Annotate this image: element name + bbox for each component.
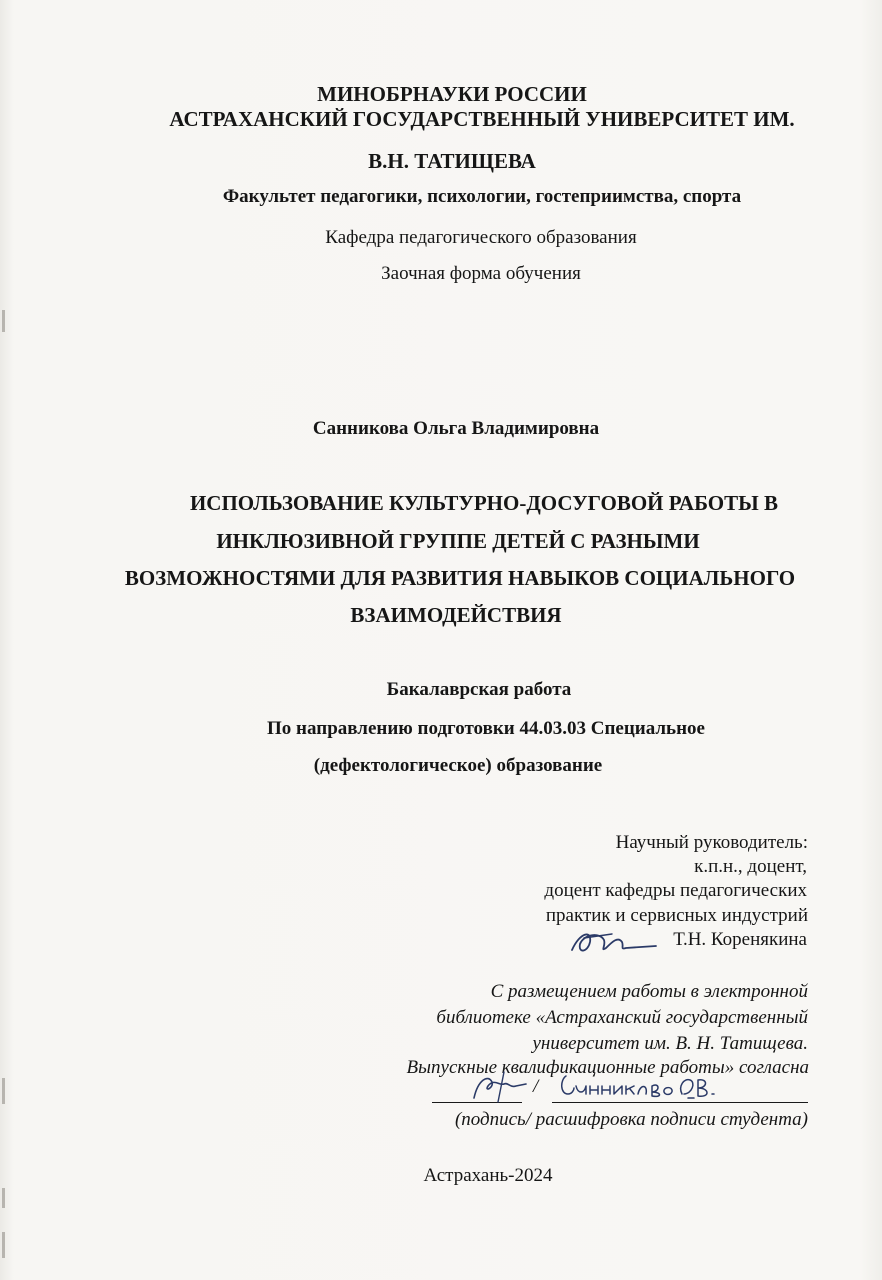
city-year: Астрахань-2024: [423, 1165, 553, 1186]
supervisor-position-line1: доцент кафедры педагогических: [544, 880, 807, 901]
scan-edge-mark: [2, 1078, 5, 1104]
supervisor-position-line2: практик и сервисных индустрий: [545, 905, 808, 926]
student-name-handwritten: [558, 1068, 718, 1102]
thesis-title-line: ИНКЛЮЗИВНОЙ ГРУППЕ ДЕТЕЙ С РАЗНЫМИ: [216, 529, 700, 553]
signature-caption: (подпись/ расшифровка подписи студента): [454, 1109, 808, 1130]
consent-line3: университет им. В. Н. Татищева.: [532, 1033, 808, 1054]
author-name: Санникова Ольга Владимировна: [312, 418, 600, 439]
thesis-title-line: ВЗАИМОДЕЙСТВИЯ: [350, 603, 562, 627]
direction-line1: По направлению подготовки 44.03.03 Специальное: [267, 718, 705, 739]
signature-transcript-line: [552, 1102, 808, 1103]
department-name: Кафедра педагогического образования: [325, 227, 637, 248]
direction-line2: (дефектологическое) образование: [313, 755, 603, 776]
work-type: Бакалаврская работа: [386, 679, 572, 700]
supervisor-label: Научный руководитель:: [615, 832, 808, 853]
signature-separator: /: [533, 1076, 539, 1097]
student-signature: [470, 1068, 530, 1104]
thesis-title-line: ВОЗМОЖНОСТЯМИ ДЛЯ РАЗВИТИЯ НАВЫКОВ СОЦИАЛЬНОГО: [124, 566, 796, 590]
supervisor-name: Т.Н. Коренякина: [673, 929, 807, 950]
ministry-heading: МИНОБРНАУКИ РОССИИ: [317, 82, 587, 106]
consent-line1: С размещением работы в электронной: [490, 981, 808, 1002]
consent-line4: Выпускные квалификационные работы» согласна: [406, 1057, 809, 1078]
study-form: Заочная форма обучения: [381, 263, 581, 284]
thesis-title-line: ИСПОЛЬЗОВАНИЕ КУЛЬТУРНО-ДОСУГОВОЙ РАБОТЫ В: [189, 491, 779, 515]
faculty-name: Факультет педагогики, психологии, гостеприимства, спорта: [222, 186, 742, 207]
university-name-line2: В.Н. ТАТИЩЕВА: [368, 149, 536, 173]
supervisor-degree: к.п.н., доцент,: [694, 856, 807, 877]
university-name-line1: АСТРАХАНСКИЙ ГОСУДАРСТВЕННЫЙ УНИВЕРСИТЕТ ИМ.: [169, 107, 795, 131]
supervisor-signature: [566, 922, 658, 960]
consent-line2: библиотеке «Астраханский государственный: [436, 1007, 808, 1028]
scan-edge-mark: [2, 1188, 5, 1208]
scan-edge-mark: [2, 310, 5, 332]
scan-edge-mark: [2, 1232, 5, 1258]
